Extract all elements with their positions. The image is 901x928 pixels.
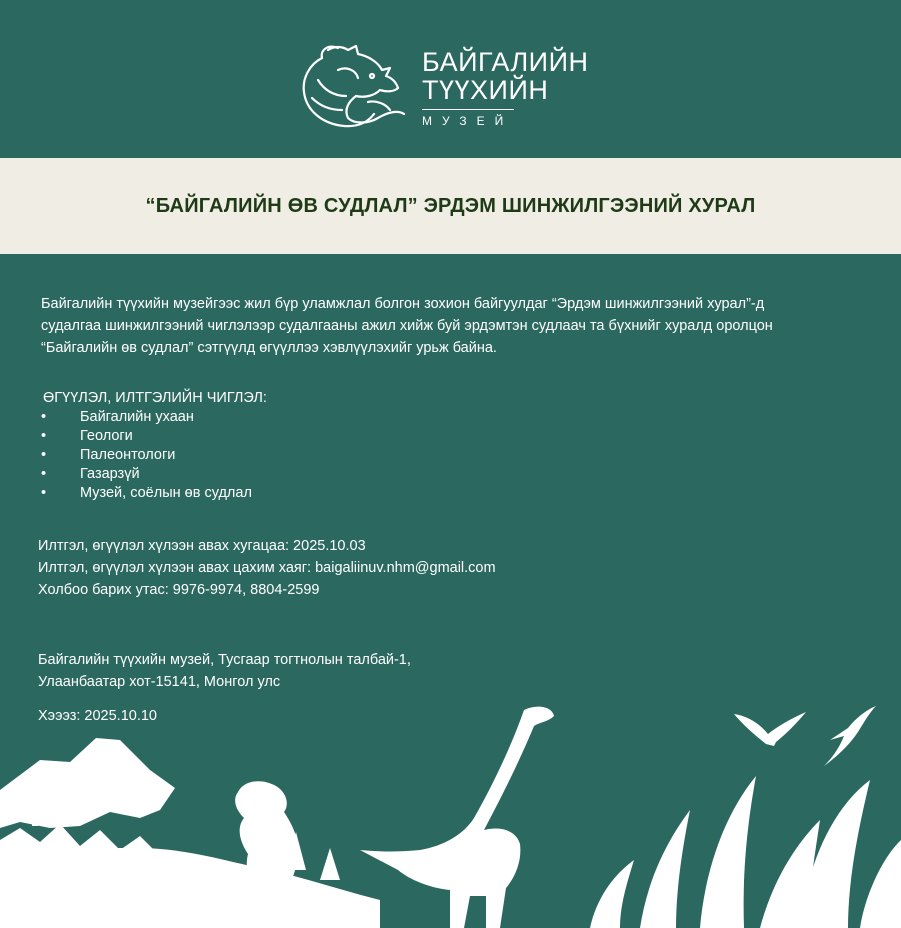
intro-line-3: “Байгалийн өв судлал” сэтгүүлд өгүүллээ хэвлүүлэхийг урьж байна.	[41, 340, 497, 356]
logo-line-2: ТҮҮХИЙН	[422, 75, 549, 105]
list-item	[41, 408, 252, 427]
list-item-label: Байгалийн ухаан	[80, 409, 194, 425]
address-block	[38, 649, 411, 693]
bullet-icon: •	[41, 485, 47, 501]
list-item-label: Музей, соёлын өв судлал	[80, 485, 252, 501]
intro-line-2: судалгаа шинжилгээний чиглэлээр судалгааны ажил хийж буй эрдэмтэн судлаач та бүхнийг хуралд оролцон	[41, 318, 773, 334]
logo-line-3: МУЗЕЙ	[422, 114, 514, 128]
museum-logo-text	[422, 48, 589, 128]
contact-info	[38, 535, 496, 601]
museum-logo-icon	[298, 40, 410, 130]
bird-icon	[734, 712, 806, 746]
nature-illustration	[0, 700, 901, 928]
date-text: Хэээз: 2025.10.10	[38, 708, 157, 724]
logo-line-1: БАЙГАЛИЙН	[422, 47, 589, 77]
directions-list	[41, 408, 252, 503]
list-item	[41, 465, 252, 484]
list-item	[41, 446, 252, 465]
directions-heading: ӨГҮҮЛЭЛ, ИЛТГЭЛИЙН ЧИГЛЭЛ:	[43, 390, 267, 406]
bullet-icon: •	[41, 428, 47, 444]
address-line-2: Улаанбаатар хот-15141, Монгол улс	[38, 674, 281, 690]
sauropod-icon	[360, 707, 554, 928]
list-item-label: Газарзүй	[80, 466, 140, 482]
email-text: Илтгэл, өгүүлэл хүлээн авах цахим хаяг: baigaliinuv.nhm@gmail.com	[38, 560, 496, 576]
list-item-label: Геологи	[80, 428, 133, 444]
header	[0, 0, 901, 158]
intro-line-1: Байгалийн түүхийн музейгээс жил бүр уламжлал болгон зохион байгуулдаг “Эрдэм шинжилгээний хурал”-д	[41, 296, 765, 312]
logo-divider	[422, 109, 514, 110]
list-item	[41, 484, 252, 503]
bullet-icon: •	[41, 409, 47, 425]
list-item-label: Палеонтологи	[80, 447, 176, 463]
deadline-text: Илтгэл, өгүүлэл хүлээн авах хугацаа: 2025.10.03	[38, 538, 366, 554]
bullet-icon: •	[41, 447, 47, 463]
bullet-icon: •	[41, 466, 47, 482]
intro-paragraph	[41, 293, 871, 359]
address-line-1: Байгалийн түүхийн музей, Тусгаар тогтнолын талбай-1,	[38, 652, 411, 668]
page-title: “БАЙГАЛИЙН ӨВ СУДЛАЛ” ЭРДЭМ ШИНЖИЛГЭЭНИЙ ХУРАЛ	[145, 194, 756, 217]
title-banner	[0, 158, 901, 254]
bird-icon	[824, 706, 876, 766]
phone-text: Холбоо барих утас: 9976-9974, 8804-2599	[38, 582, 320, 598]
plant-icon	[640, 810, 690, 928]
list-item	[41, 427, 252, 446]
